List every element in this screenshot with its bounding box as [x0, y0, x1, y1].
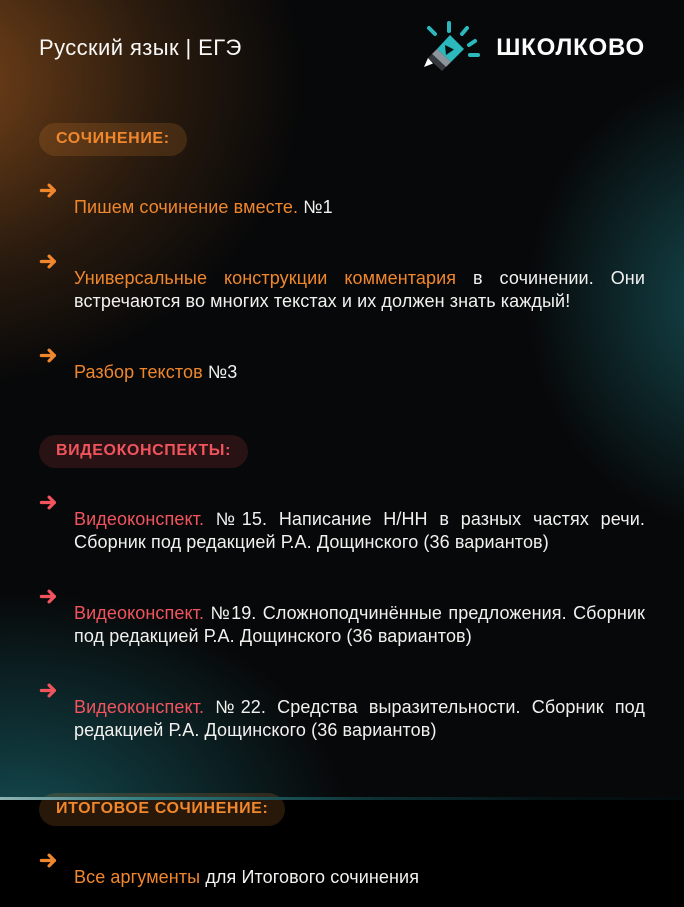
list-item — [39, 678, 645, 760]
arrow-right-icon — [39, 346, 58, 365]
list-item — [39, 490, 645, 572]
item-link[interactable]: Видеоконспект. — [74, 603, 205, 623]
item-text — [74, 196, 333, 219]
list-item — [39, 343, 645, 402]
badge-sochinenie: СОЧИНЕНИЕ: — [39, 123, 187, 156]
item-rest-text: №19. Сложноподчинённые предложения. Сборник под редакцией Р.А. Дощинского (36 вариантов) — [74, 603, 645, 646]
item-text — [74, 508, 645, 554]
arrow-right-icon — [39, 493, 58, 512]
arrow-right-icon — [39, 587, 58, 606]
item-rest-text: для Итогового сочинения — [200, 867, 420, 887]
brand-logo — [418, 18, 645, 78]
item-text — [74, 696, 645, 742]
arrow-right-icon — [39, 851, 58, 870]
page-title: Русский язык | ЕГЭ — [39, 35, 242, 60]
item-text — [74, 267, 645, 313]
item-link[interactable]: Видеоконспект. — [74, 509, 205, 529]
bottom-accent-line — [0, 797, 684, 800]
item-rest-text: №22. Средства выразительности. Сборник под редакцией Р.А. Дощинского (36 вариантов) — [74, 697, 645, 740]
item-link[interactable]: Универсальные конструкции комментария — [74, 268, 457, 288]
list-item — [39, 584, 645, 666]
item-rest-text: №3 — [202, 362, 238, 382]
section-items — [39, 178, 645, 402]
item-text — [74, 602, 645, 648]
section-items — [39, 848, 645, 907]
item-link[interactable]: Пишем сочинение вместе. — [74, 197, 299, 217]
item-link[interactable]: Все аргументы — [74, 867, 201, 887]
brand-name: ШКОЛКОВО — [496, 34, 645, 61]
item-link[interactable]: Видеоконспект. — [74, 697, 205, 717]
item-link[interactable]: Разбор текстов — [74, 362, 203, 382]
section-sochinenie — [39, 123, 645, 402]
item-rest-text: №1 — [298, 197, 333, 217]
item-text — [74, 866, 419, 889]
list-item — [39, 249, 645, 331]
item-rest-text: в сочинении. Они встречаются во многих текстах и их должен знать каждый! — [74, 268, 646, 311]
header — [0, 0, 684, 96]
arrow-right-icon — [39, 252, 58, 271]
badge-itogovoe-sochinenie: ИТОГОВОЕ СОЧИНЕНИЕ: — [39, 793, 285, 826]
list-item — [39, 178, 645, 237]
marker-sparkle-icon — [418, 18, 482, 78]
section-items — [39, 490, 645, 760]
arrow-right-icon — [39, 181, 58, 200]
badge-videokonspekty: ВИДЕОКОНСПЕКТЫ: — [39, 435, 248, 468]
list-item — [39, 848, 645, 907]
section-itogovoe-sochinenie — [39, 793, 645, 907]
arrow-right-icon — [39, 681, 58, 700]
content — [0, 96, 684, 907]
item-rest-text: №15. Написание Н/НН в разных частях речи. Сборник под редакцией Р.А. Дощинского (36 вариантов) — [74, 509, 645, 552]
section-videokonspekty — [39, 435, 645, 760]
item-text — [74, 361, 237, 384]
